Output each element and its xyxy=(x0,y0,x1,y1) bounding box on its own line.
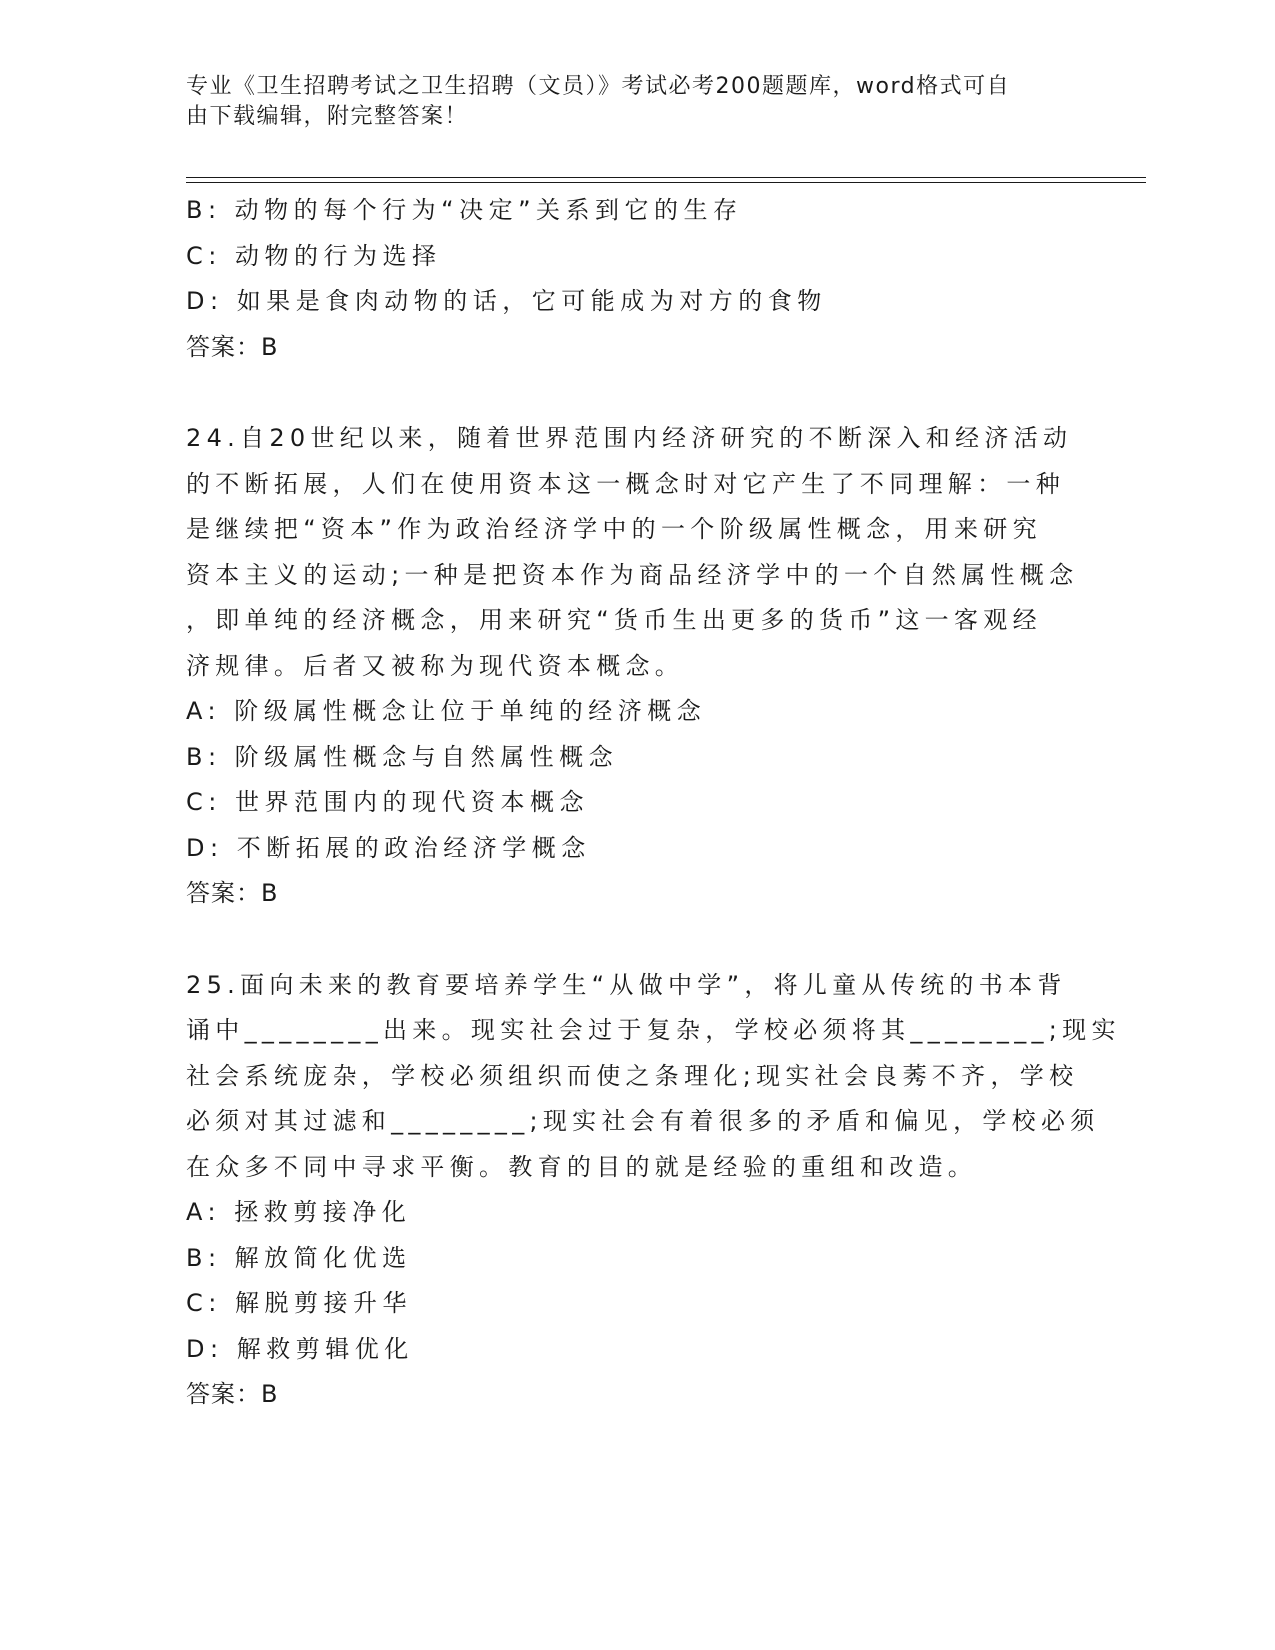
q23-option-b: B: 动物的每个行为“决定”关系到它的生存 xyxy=(186,196,743,224)
question-25 xyxy=(186,963,1121,1418)
header-divider-top xyxy=(186,177,1146,178)
spacer xyxy=(186,370,1066,416)
q24-stem-line: 的不断拓展，人们在使用资本这一概念时对它产生了不同理解：一种 xyxy=(186,469,1065,498)
header-divider-bottom xyxy=(186,182,1146,183)
q23-option-d: D: 如果是食肉动物的话，它可能成为对方的食物 xyxy=(186,287,827,315)
q25-option-b: B: 解放简化优选 xyxy=(186,1243,412,1272)
q24-stem-line: 24.自20世纪以来，随着世界范围内经济研究的不断深入和经济活动 xyxy=(186,424,1073,452)
q25-answer: 答案：B xyxy=(186,1380,279,1408)
q25-stem xyxy=(186,963,1121,1191)
q25-stem-line: 必须对其过滤和________;现实社会有着很多的矛盾和偏见，学校必须 xyxy=(186,1107,1100,1135)
q23-option-c: C: 动物的行为选择 xyxy=(186,241,442,270)
q25-option-d: D: 解救剪辑优化 xyxy=(186,1334,414,1363)
q24-option-d: D: 不断拓展的政治经济学概念 xyxy=(186,833,591,862)
q24-option-a: A: 阶级属性概念让位于单纯的经济概念 xyxy=(186,697,707,725)
q24-stem-line: 资本主义的运动;一种是把资本作为商品经济学中的一个自然属性概念 xyxy=(186,560,1079,589)
q25-option-c: C: 解脱剪接升华 xyxy=(186,1289,412,1317)
question-24 xyxy=(186,416,1079,917)
q24-option-c: C: 世界范围内的现代资本概念 xyxy=(186,788,589,816)
document-header xyxy=(186,72,1066,132)
header-line-1: 专业《卫生招聘考试之卫生招聘（文员）》考试必考200题题库，word格式可自 xyxy=(186,74,1011,99)
q24-stem-line: 济规律。后者又被称为现代资本概念。 xyxy=(186,651,685,680)
q25-stem-line: 25.面向未来的教育要培养学生“从做中学”，将儿童从传统的书本背 xyxy=(186,970,1067,999)
q24-stem-line: 是继续把“资本”作为政治经济学中的一个阶级属性概念，用来研究 xyxy=(186,515,1042,543)
q25-stem-line: 诵中________出来。现实社会过于复杂，学校必须将其________;现实 xyxy=(186,1016,1121,1044)
q24-option-b: B: 阶级属性概念与自然属性概念 xyxy=(186,742,619,771)
q24-stem xyxy=(186,416,1079,689)
document-body xyxy=(186,188,1121,1418)
q25-stem-line: 在众多不同中寻求平衡。教育的目的就是经验的重组和改造。 xyxy=(186,1152,978,1181)
q24-stem-line: ，即单纯的经济概念，用来研究“货币生出更多的货币”这一客观经 xyxy=(186,606,1042,634)
q25-option-a: A: 拯救剪接净化 xyxy=(186,1198,412,1226)
q23-answer: 答案：B xyxy=(186,332,279,361)
question-23 xyxy=(186,188,1066,370)
q25-stem-line: 社会系统庞杂，学校必须组织而使之条理化;现实社会良莠不齐，学校 xyxy=(186,1061,1079,1090)
q24-answer: 答案：B xyxy=(186,879,279,907)
spacer xyxy=(186,917,1066,963)
header-line-2: 由下载编辑，附完整答案！ xyxy=(186,104,469,129)
